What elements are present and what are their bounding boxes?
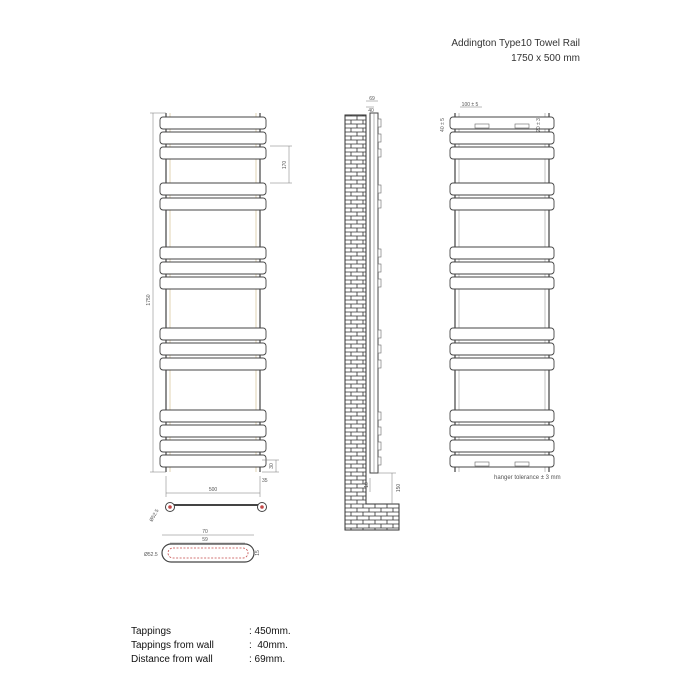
height-dim-label: 1750: [146, 294, 152, 306]
rear-bar: [450, 183, 554, 195]
hanger-tolerance-note: hanger tolerance ± 3 mm: [494, 475, 561, 481]
section-outline: [162, 544, 254, 562]
side-bar-end: [378, 427, 381, 435]
side-bar-end: [378, 119, 381, 127]
side-bar-end: [378, 264, 381, 272]
rear-bar: [450, 277, 554, 289]
specs-list: [131, 625, 291, 667]
section-height-label: 15: [255, 550, 261, 556]
front-bar: [160, 358, 266, 370]
section-end-label: Ø52.5: [144, 552, 158, 558]
spec-row-tappings-from-wall: [131, 639, 291, 653]
side-bar-end: [378, 412, 381, 420]
rear-bar: [450, 247, 554, 259]
section-width-label: 70: [202, 529, 208, 535]
front-bar: [160, 277, 266, 289]
front-bar: [160, 343, 266, 355]
rear-bar: [450, 358, 554, 370]
drawing-title: Addington Type10 Towel Rail: [451, 38, 580, 49]
spec-label: Distance from wall: [131, 654, 213, 665]
rear-bar: [450, 132, 554, 144]
front-bar: [160, 455, 266, 467]
side-bar-end: [378, 249, 381, 257]
rear-bars: [450, 117, 554, 467]
rear-bar: [450, 147, 554, 159]
side-bar-end: [378, 330, 381, 338]
rear-bar: [450, 328, 554, 340]
end-tube-label: Ø52.5: [148, 508, 161, 523]
side-bar-end: [378, 200, 381, 208]
hanger-top-right: [515, 124, 529, 128]
front-bar: [160, 183, 266, 195]
side-bar-end: [378, 457, 381, 465]
plan-left-tube-core: [168, 505, 172, 509]
plan-right-tube-core: [260, 505, 264, 509]
side-bar-end: [378, 360, 381, 368]
rear-bar: [450, 440, 554, 452]
front-bar: [160, 247, 266, 259]
plan-view: [149, 503, 267, 524]
spec-row-distance-from-wall: [131, 653, 291, 667]
hanger-side-label: 20 ± 3: [536, 118, 542, 132]
bottom-offset-label: 35: [262, 478, 268, 484]
spec-label: Tappings: [131, 626, 172, 637]
side-depth-label: 69: [369, 96, 375, 102]
front-bar: [160, 410, 266, 422]
side-view: [345, 96, 402, 530]
side-bar-end: [378, 345, 381, 353]
front-bar: [160, 440, 266, 452]
front-view: [146, 113, 292, 497]
bottom-gap-label: 30: [269, 463, 275, 469]
front-bars: [160, 117, 266, 467]
hanger-top-label: 40 ± 5: [440, 118, 446, 132]
rear-bar: [450, 410, 554, 422]
rear-bar: [450, 343, 554, 355]
spec-value: : 40mm.: [249, 640, 288, 651]
spec-label: Tappings from wall: [131, 640, 214, 651]
front-bar: [160, 425, 266, 437]
front-bar: [160, 147, 266, 159]
side-bar-end: [378, 442, 381, 450]
bar-gap-label: 170: [282, 160, 288, 170]
spec-row-tappings: [131, 625, 291, 639]
side-bar-end: [378, 185, 381, 193]
drawing-size: 1750 x 500 mm: [511, 53, 580, 64]
rear-bar: [450, 198, 554, 210]
hanger-top-left: [475, 124, 489, 128]
bar-section: [144, 529, 261, 562]
section-inner-label: 59: [202, 537, 208, 543]
side-offset-label: 40: [368, 108, 374, 114]
hanger-width-label: 100 ± 5: [461, 102, 479, 108]
floor-height-label: 150: [396, 483, 402, 493]
rear-bar: [450, 425, 554, 437]
hanger-bottom-right: [515, 462, 529, 466]
side-bar-end: [378, 134, 381, 142]
rear-bar: [450, 455, 554, 467]
side-small-label: 10: [364, 482, 370, 488]
side-bar-end: [378, 279, 381, 287]
front-bar: [160, 262, 266, 274]
front-bar: [160, 117, 266, 129]
spec-value: : 450mm.: [249, 626, 291, 637]
side-bar-end: [378, 149, 381, 157]
front-bar: [160, 132, 266, 144]
hanger-bottom-left: [475, 462, 489, 466]
rear-view: [440, 102, 554, 472]
spec-value: : 69mm.: [249, 654, 286, 665]
width-dim-label: 500: [208, 487, 218, 493]
rear-bar: [450, 262, 554, 274]
front-bar: [160, 328, 266, 340]
front-bar: [160, 198, 266, 210]
